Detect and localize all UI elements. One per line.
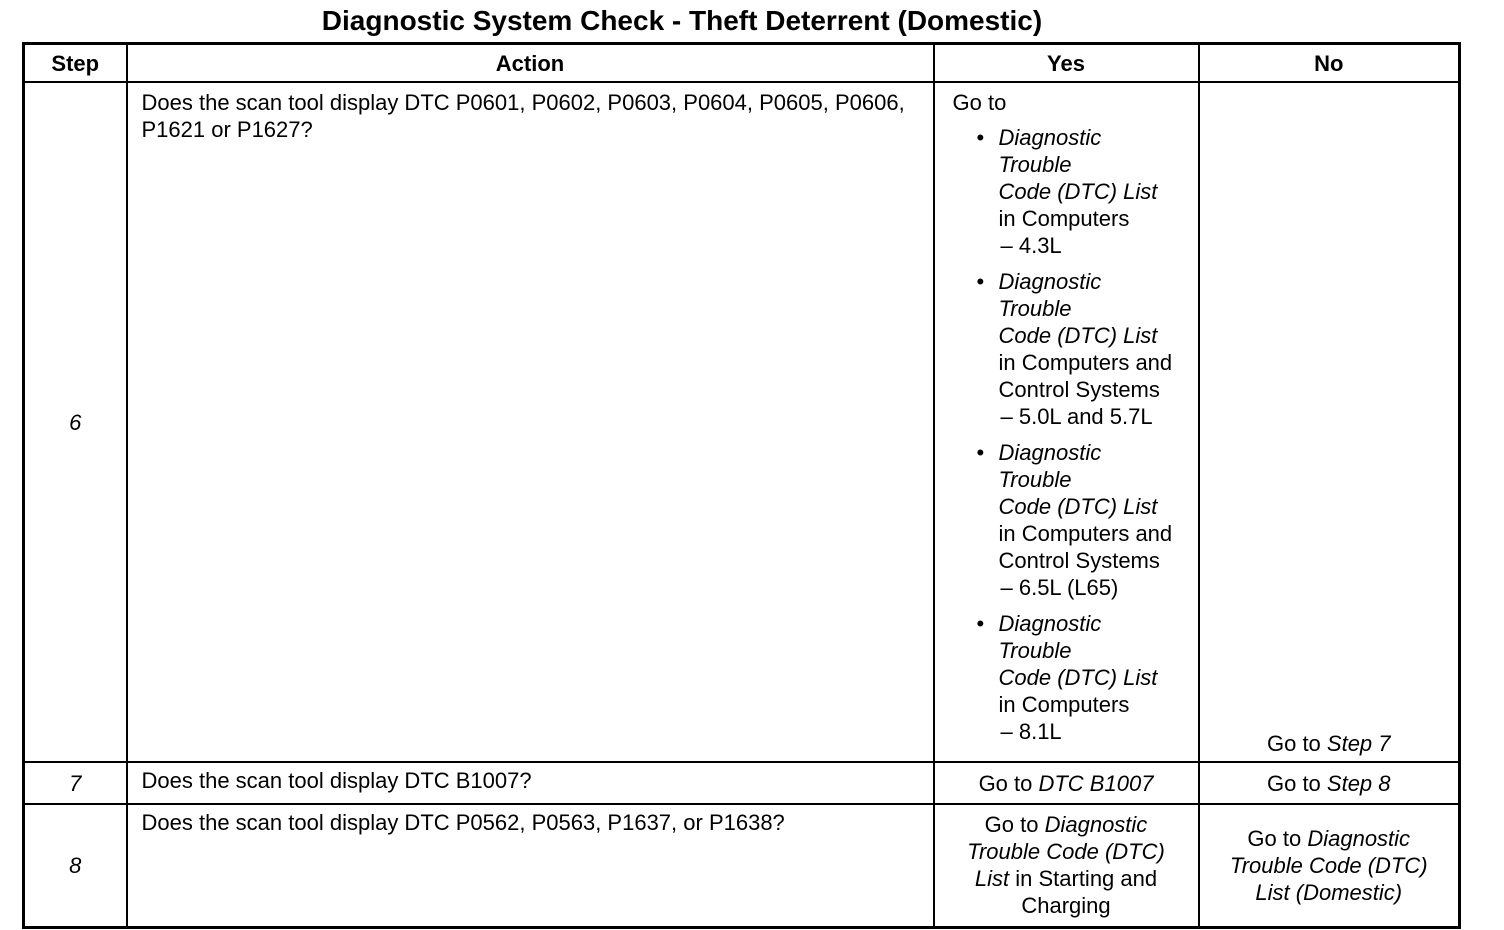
go-to-prefix: Go to — [1266, 731, 1327, 756]
link-line[interactable]: Diagnostic — [998, 269, 1102, 294]
go-to-prefix: Go to — [1266, 770, 1327, 796]
bullet-icon: • — [976, 440, 985, 465]
yes-bullet-list — [953, 124, 1192, 745]
action-text: Does the scan tool display DTC B1007? — [127, 762, 934, 804]
bullet-icon: • — [976, 611, 985, 636]
text-line: Control Systems — [998, 377, 1160, 402]
dtc-list-link[interactable]: List — [974, 866, 1010, 891]
list-item[interactable] — [953, 268, 1192, 430]
text-line: – 4.3L — [1000, 233, 1062, 258]
yes-cell — [934, 82, 1199, 762]
text-line: Charging — [1021, 893, 1111, 918]
link-line[interactable]: Code (DTC) List — [998, 665, 1158, 690]
step-number: 7 — [24, 762, 127, 804]
header-no: No — [1199, 44, 1460, 83]
link-line[interactable]: Code (DTC) List — [998, 179, 1158, 204]
link-line[interactable]: Trouble — [998, 638, 1072, 663]
action-text: Does the scan tool display DTC P0562, P0563, P1637, or P1638? — [127, 804, 934, 928]
header-yes: Yes — [934, 44, 1199, 83]
bullet-icon: • — [976, 269, 985, 294]
step-link[interactable]: Step 8 — [1326, 770, 1391, 796]
text-line: Control Systems — [998, 548, 1160, 573]
link-line[interactable]: Code (DTC) List — [998, 494, 1158, 519]
table-row — [24, 762, 1460, 804]
table-row — [24, 82, 1460, 762]
link-line[interactable]: Trouble — [998, 296, 1072, 321]
list-item[interactable] — [953, 124, 1192, 259]
text-line: in Computers and — [998, 350, 1173, 375]
go-to-prefix: Go to — [984, 812, 1045, 837]
dtc-list-link[interactable]: List (Domestic) — [1255, 880, 1403, 905]
diagnostic-table — [22, 42, 1461, 929]
dtc-list-link[interactable]: Diagnostic — [1044, 812, 1148, 837]
step-number: 8 — [24, 804, 127, 928]
link-line[interactable]: Diagnostic — [998, 440, 1102, 465]
dtc-list-link[interactable]: Trouble Code (DTC) — [967, 839, 1165, 864]
link-line[interactable]: Diagnostic — [998, 125, 1102, 150]
dtc-link[interactable]: DTC B1007 — [1038, 770, 1154, 796]
link-line[interactable]: Trouble — [998, 467, 1072, 492]
no-cell — [1199, 762, 1460, 804]
header-step: Step — [24, 44, 127, 83]
list-item[interactable] — [953, 439, 1192, 601]
table-row — [24, 804, 1460, 928]
bullet-icon: • — [976, 125, 985, 150]
no-cell — [1199, 82, 1460, 762]
dtc-list-link[interactable]: Diagnostic — [1307, 826, 1411, 851]
text-line: in Computers — [998, 692, 1130, 717]
step-link[interactable]: Step 7 — [1326, 731, 1391, 756]
table-header-row — [24, 44, 1460, 83]
link-line[interactable]: Diagnostic — [998, 611, 1102, 636]
text-line: – 5.0L and 5.7L — [1000, 404, 1153, 429]
text-line: in Computers and — [998, 521, 1173, 546]
list-item[interactable] — [953, 610, 1192, 745]
link-line[interactable]: Trouble — [998, 152, 1072, 177]
yes-intro: Go to — [952, 90, 1007, 115]
no-cell — [1199, 804, 1460, 928]
step-number: 6 — [24, 82, 127, 762]
yes-cell — [934, 762, 1199, 804]
yes-cell — [934, 804, 1199, 928]
text-line: – 8.1L — [1000, 719, 1062, 744]
page-title: Diagnostic System Check - Theft Deterrent (Domestic) — [321, 5, 1043, 36]
link-line[interactable]: Code (DTC) List — [998, 323, 1158, 348]
text-line: – 6.5L (L65) — [1000, 575, 1119, 600]
go-to-prefix: Go to — [1247, 826, 1308, 851]
dtc-list-link[interactable]: Trouble Code (DTC) — [1229, 853, 1428, 878]
action-text: Does the scan tool display DTC P0601, P0602, P0603, P0604, P0605, P0606, P1621 or P1627? — [127, 82, 934, 762]
header-action: Action — [127, 44, 934, 83]
text-line: in Computers — [998, 206, 1130, 231]
text-line: in Starting and — [1009, 866, 1158, 891]
go-to-prefix: Go to — [978, 770, 1039, 796]
